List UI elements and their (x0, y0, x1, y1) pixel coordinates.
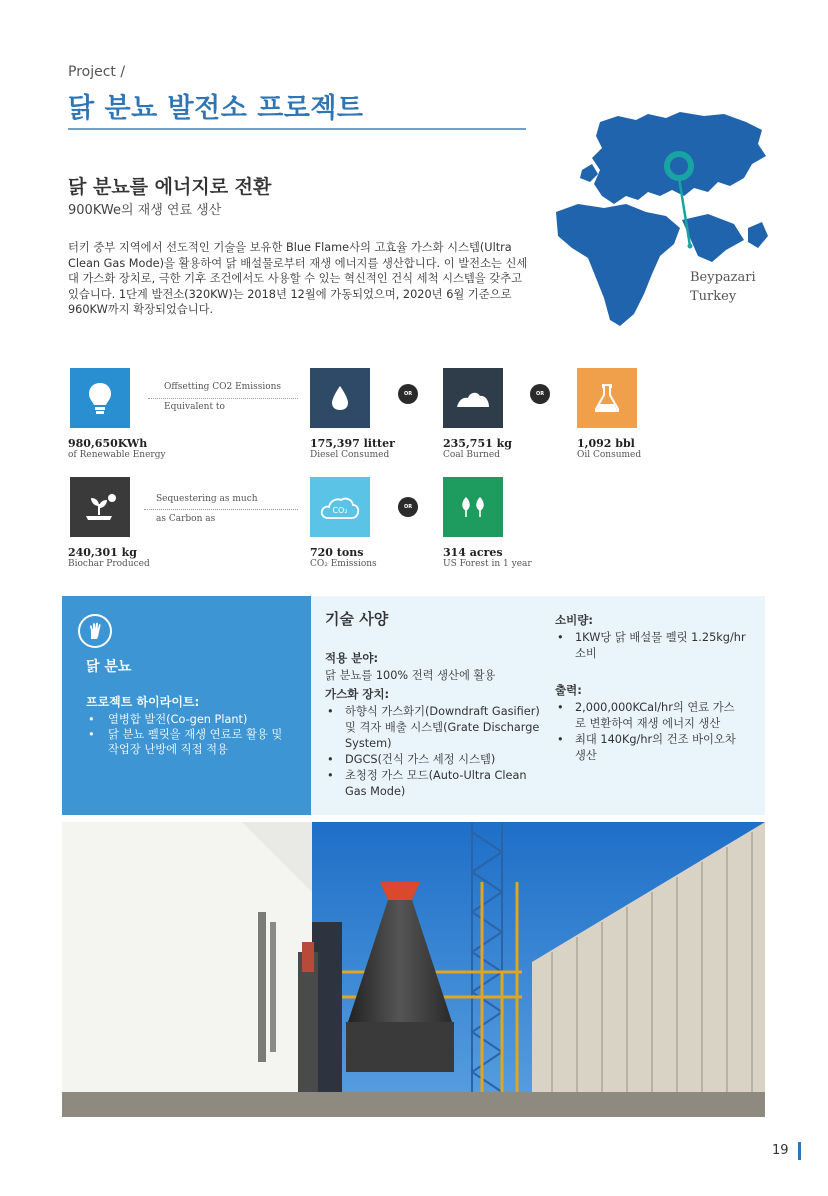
list-item: • 초청정 가스 모드(Auto-Ultra Clean Gas Mode) (325, 768, 550, 800)
page-number: 19 (772, 1143, 789, 1158)
gasifier-list (325, 704, 550, 800)
co2-tile (310, 477, 370, 537)
co2-value: 720 tons (310, 546, 364, 559)
oil-value: 1,092 bbl (577, 437, 635, 450)
coal-tile (443, 368, 503, 428)
coal-pile-icon (455, 387, 491, 409)
connector-line (148, 398, 298, 399)
co2-cloud-icon (320, 494, 360, 520)
intro-paragraph: 터키 중부 지역에서 선도적인 기술을 보유한 Blue Flame사의 고효율 가스화 시스템(Ultra Clean Gas Mode)을 활용하여 닭 배설물로부터 재생 에너지를 생산합니다. 이 발전소는 신세대 가스화 장치로, 극한 기후 조건에서도 사용할 수 있는 혁신적인 건식 세척 시스템을 갖추고 있습니다. 1단계 발전소(320KW)는 2018년 12월에 가동되었으며, 2020년 6월 기준으로 960KW까지 확장되었습니다. (68, 241, 528, 317)
map-location-label (690, 268, 756, 306)
breadcrumb: Project / (68, 64, 126, 80)
spec-title: 기술 사양 (325, 610, 389, 628)
biochar-tile (70, 477, 130, 537)
output-list (555, 700, 745, 764)
diesel-value: 175,397 litter (310, 437, 395, 450)
diesel-tile (310, 368, 370, 428)
project-name: 닭 분뇨 (86, 659, 132, 675)
diesel-label: Diesel Consumed (310, 450, 390, 460)
offsetting-label: Offsetting CO2 Emissions (164, 382, 282, 392)
section-heading: 닭 분뇨를 에너지로 전환 (68, 176, 272, 198)
title-divider (68, 128, 526, 130)
renewable-energy-tile (70, 368, 130, 428)
lightbulb-icon (87, 381, 113, 415)
trees-icon (458, 495, 488, 519)
carbon-label: as Carbon as (156, 514, 216, 524)
biochar-value: 240,301 kg (68, 546, 137, 559)
connector-line (144, 509, 298, 510)
location-name: Beypazari (690, 270, 756, 285)
gasifier-title: 가스화 장치: (325, 687, 390, 701)
list-item: • 2,000,000KCal/hr의 연료 가스로 변환하여 재생 에너지 생산 (555, 700, 745, 732)
oil-label: Oil Consumed (577, 450, 642, 460)
list-item: • DGCS(건식 가스 세정 시스템) (325, 752, 550, 768)
consumption-title: 소비량: (555, 613, 593, 627)
co2-label: CO₂ Emissions (310, 559, 377, 569)
list-item: • 최대 140Kg/hr의 건조 바이오차 생산 (555, 732, 745, 764)
flask-icon (594, 383, 620, 413)
application-text: 닭 분뇨를 100% 전력 생산에 활용 (325, 669, 496, 682)
page-number-accent (798, 1142, 801, 1160)
co2-text: CO₂ (332, 506, 348, 515)
equivalent-label: Equivalent to (164, 402, 225, 412)
or-badge: OR (530, 384, 550, 404)
list-item: • 1KW당 닭 배설물 펠릿 1.25kg/hr 소비 (555, 630, 755, 662)
highlights-title: 프로젝트 하이라이트: (86, 695, 200, 709)
location-country: Turkey (690, 289, 737, 304)
coal-label: Coal Burned (443, 450, 501, 460)
drop-icon (330, 384, 350, 412)
coal-value: 235,751 kg (443, 437, 512, 450)
list-item: • 하향식 가스화기(Downdraft Gasifier) 및 격자 배출 시스템(Grate Discharge System) (325, 704, 550, 752)
oil-tile (577, 368, 637, 428)
output-title: 출력: (555, 683, 582, 697)
forest-label: US Forest in 1 year (443, 559, 532, 569)
renewable-energy-label: of Renewable Energy (68, 450, 166, 460)
sprout-icon (82, 492, 118, 522)
section-caption: 900KWe의 재생 연료 생산 (68, 203, 222, 218)
hand-icon (78, 614, 112, 648)
highlights-list (86, 712, 296, 757)
or-badge: OR (398, 384, 418, 404)
or-badge: OR (398, 497, 418, 517)
list-item: • 닭 분뇨 펠릿을 재생 연료로 활용 및 작업장 난방에 직접 적용 (86, 727, 296, 757)
consumption-list (555, 630, 755, 662)
list-item: • 열병합 발전(Co-gen Plant) (86, 712, 296, 727)
sequestering-label: Sequestering as much (156, 494, 258, 504)
renewable-energy-value: 980,650KWh (68, 437, 148, 450)
plant-photo (62, 822, 765, 1117)
page-title: 닭 분뇨 발전소 프로젝트 (68, 93, 364, 124)
biochar-label: Biochar Produced (68, 559, 150, 569)
forest-value: 314 acres (443, 546, 503, 559)
application-title: 적용 분야: (325, 651, 379, 665)
forest-tile (443, 477, 503, 537)
